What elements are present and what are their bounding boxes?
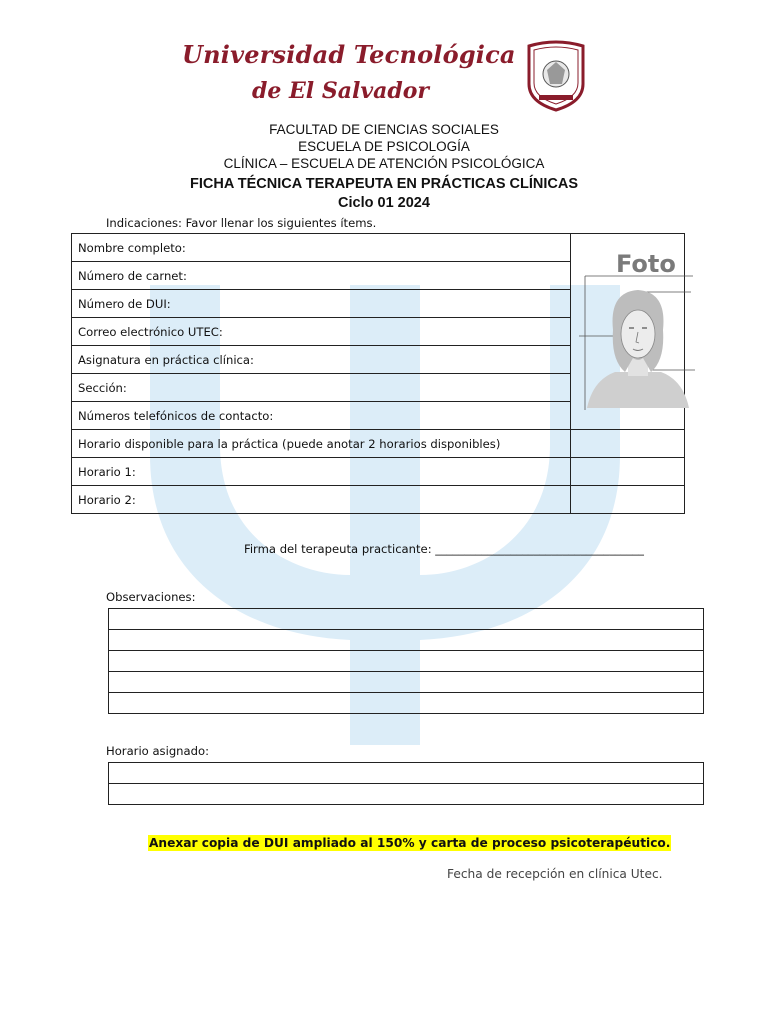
- field-subject[interactable]: Asignatura en práctica clínica:: [72, 346, 571, 374]
- field-carnet-number[interactable]: Número de carnet:: [72, 262, 571, 290]
- schedule-1-blank[interactable]: [571, 458, 685, 486]
- observation-line: [109, 651, 704, 672]
- field-full-name[interactable]: Nombre completo:: [72, 234, 571, 262]
- available-schedule-blank[interactable]: [571, 430, 685, 458]
- therapist-info-table: [71, 233, 685, 514]
- form-title: FICHA TÉCNICA TERAPEUTA EN PRÁCTICAS CLÍNICAS: [189, 176, 578, 192]
- photo-label: Foto: [616, 250, 676, 278]
- school-line: ESCUELA DE PSICOLOGÍA: [298, 139, 470, 154]
- observations-box[interactable]: [108, 608, 704, 714]
- reception-date-label: Fecha de recepción en clínica Utec.: [447, 867, 663, 881]
- signature-line[interactable]: Firma del terapeuta practicante: ____________________________________: [244, 542, 644, 556]
- photo-cell[interactable]: [571, 234, 685, 430]
- observation-line: [109, 672, 704, 693]
- observations-label: Observaciones:: [106, 590, 196, 604]
- cycle-label: Ciclo 01 2024: [338, 195, 430, 211]
- assigned-schedule-box[interactable]: [108, 762, 704, 805]
- clinic-line: CLÍNICA – ESCUELA DE ATENCIÓN PSICOLÓGICA: [223, 156, 545, 171]
- assigned-schedule-line: [109, 763, 704, 784]
- university-seal-icon: [525, 40, 587, 112]
- field-available-schedule: Horario disponible para la práctica (puede anotar 2 horarios disponibles): [72, 430, 571, 458]
- faculty-line: FACULTAD DE CIENCIAS SOCIALES: [269, 122, 499, 137]
- field-schedule-1[interactable]: Horario 1:: [72, 458, 571, 486]
- observation-line: [109, 693, 704, 714]
- instructions-text: Indicaciones: Favor llenar los siguientes ítems.: [106, 216, 377, 230]
- observation-line: [109, 630, 704, 651]
- photo-placeholder: [579, 240, 697, 410]
- field-section[interactable]: Sección:: [72, 374, 571, 402]
- university-name-line2: de El Salvador: [252, 78, 430, 104]
- schedule-2-blank[interactable]: [571, 486, 685, 514]
- field-phone-numbers[interactable]: Números telefónicos de contacto:: [72, 402, 571, 430]
- university-name-line1: Universidad Tecnológica: [182, 40, 516, 69]
- field-schedule-2[interactable]: Horario 2:: [72, 486, 571, 514]
- assigned-schedule-label: Horario asignado:: [106, 744, 209, 758]
- field-utec-email[interactable]: Correo electrónico UTEC:: [72, 318, 571, 346]
- observation-line: [109, 609, 704, 630]
- attachment-note: Anexar copia de DUI ampliado al 150% y carta de proceso psicoterapéutico.: [149, 836, 671, 850]
- assigned-schedule-line: [109, 784, 704, 805]
- field-dui-number[interactable]: Número de DUI:: [72, 290, 571, 318]
